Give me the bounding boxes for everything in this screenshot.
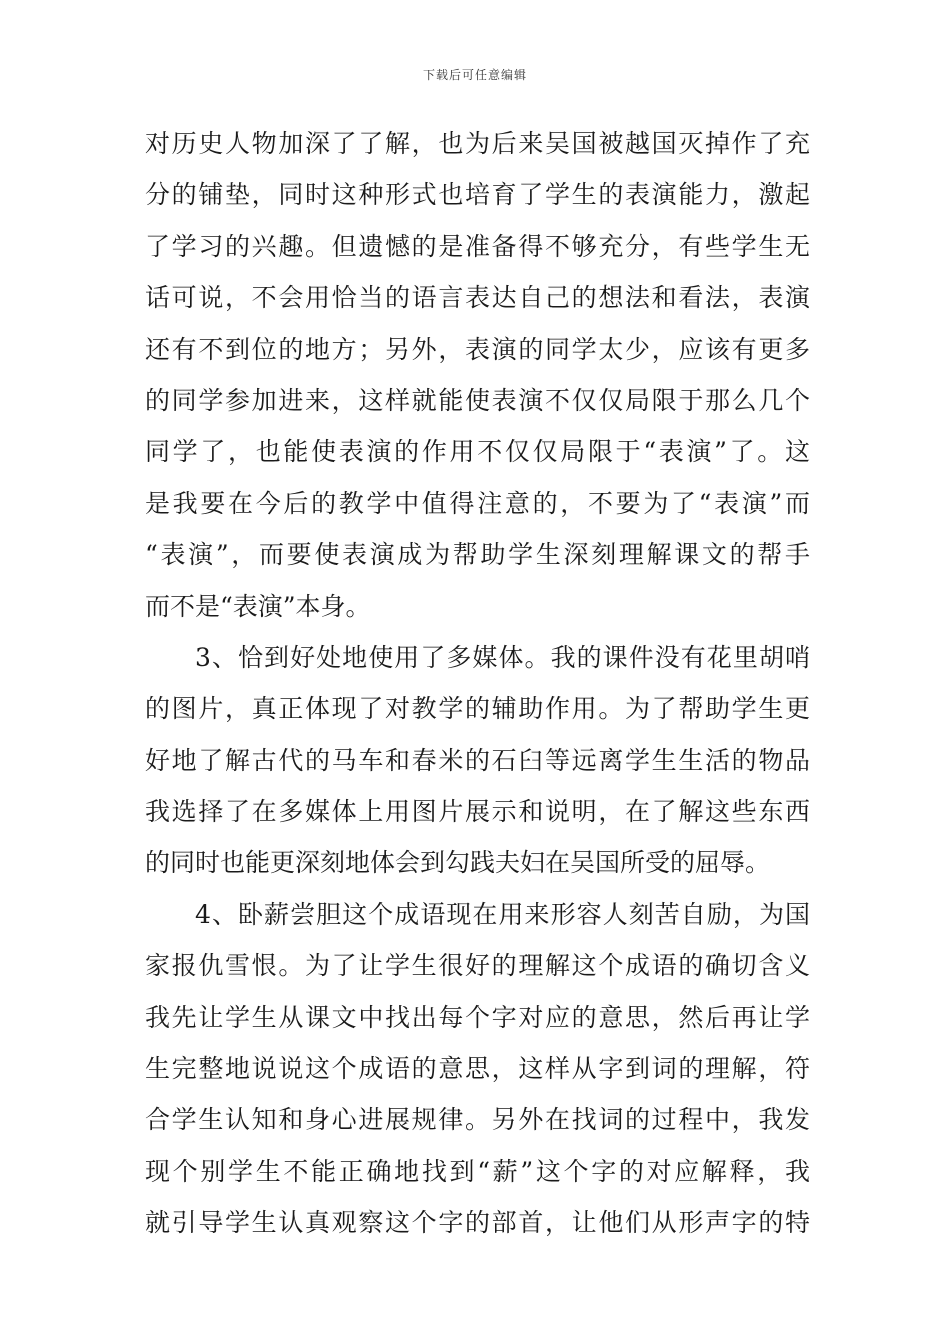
- text-line: 家报仇雪恨。为了让学生很好的理解这个成语的确切含义: [145, 951, 810, 981]
- text-line: 我选择了在多媒体上用图片展示和说明，在了解这些东西: [145, 797, 810, 827]
- text-line: 的同时也能更深刻地体会到勾践夫妇在吴国所受的屈辱。: [145, 848, 771, 878]
- text-line: 我先让学生从课文中找出每个字对应的意思，然后再让学: [145, 1002, 810, 1032]
- text-line: 对历史人物加深了了解，也为后来吴国被越国灭掉作了充: [145, 129, 810, 158]
- text-line: 还有不到位的地方；另外，表演的同学太少，应该有更多: [145, 334, 810, 364]
- text-line: “表演”，而要使表演成为帮助学生深刻理解课文的帮手: [145, 540, 810, 570]
- text-line: 了学习的兴趣。但遗憾的是准备得不够充分，有些学生无: [145, 231, 810, 261]
- text-line: 分的铺垫，同时这种形式也培育了学生的表演能力，激起: [145, 180, 810, 210]
- document-body: [145, 118, 810, 1249]
- text-line: 3、恰到好处地使用了多媒体。我的课件没有花里胡哨: [195, 642, 810, 672]
- text-line: 是我要在今后的教学中值得注意的，不要为了“表演”而: [145, 488, 810, 518]
- text-line: 就引导学生认真观察这个字的部首，让他们从形声字的特: [145, 1208, 810, 1238]
- text-line: 的图片，真正体现了对教学的辅助作用。为了帮助学生更: [145, 694, 810, 724]
- text-line: 4、卧薪尝胆这个成语现在用来形容人刻苦自励，为国: [195, 899, 810, 929]
- text-line: 好地了解古代的马车和春米的石臼等远离学生生活的物品: [145, 745, 810, 775]
- text-line: 的同学参加进来，这样就能使表演不仅仅局限于那么几个: [145, 385, 810, 415]
- text-line: 合学生认知和身心进展规律。另外在找词的过程中，我发: [145, 1105, 810, 1135]
- text-line: 生完整地说说这个成语的意思，这样从字到词的理解，符: [145, 1054, 810, 1084]
- text-line: 现个别学生不能正确地找到“薪”这个字的对应解释，我: [145, 1156, 810, 1186]
- text-line: 同学了，也能使表演的作用不仅仅局限于“表演”了。这: [145, 437, 810, 467]
- text-line: 而不是“表演”本身。: [145, 591, 371, 621]
- page-header: 下载后可任意编辑: [422, 68, 527, 82]
- text-line: 话可说，不会用恰当的语言表达自己的想法和看法，表演: [145, 283, 810, 313]
